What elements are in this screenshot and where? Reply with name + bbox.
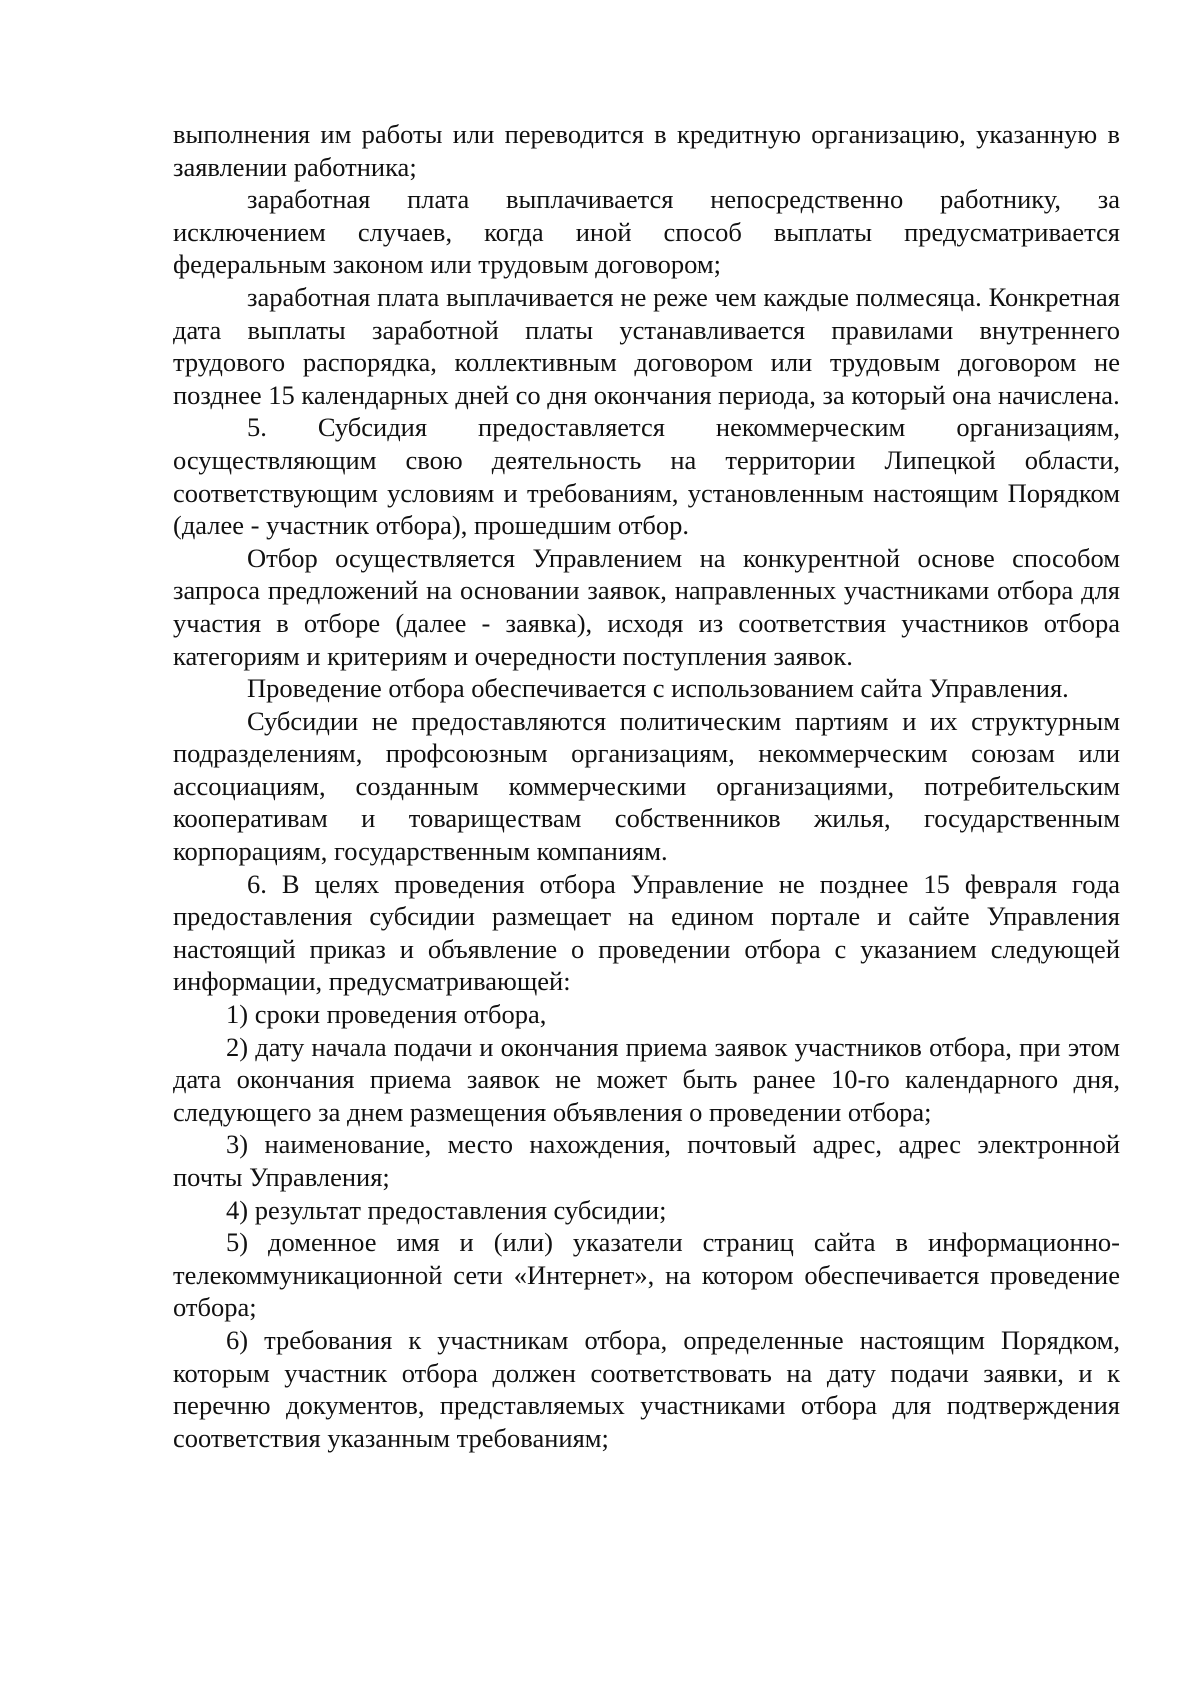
- paragraph-item-6: 6. В целях проведения отбора Управление не позднее 15 февраля года предоставления субсидии размещает на едином портале и сайте Управления настоящий приказ и объявление о проведении отбора с указанием следующей информации, предусматривающей:: [173, 868, 1120, 997]
- list-item-2: 2) дату начала подачи и окончания приема заявок участников отбора, при этом дата окончания приема заявок не может быть ранее 10-го календарного дня, следующего за днем размещения объявления о проведении отбора;: [173, 1031, 1120, 1127]
- document-body: [173, 118, 1120, 1454]
- paragraph-continuation: выполнения им работы или переводится в кредитную организацию, указанную в заявлении работника;: [173, 119, 1120, 182]
- list-item-4: 4) результат предоставления субсидии;: [226, 1194, 667, 1225]
- paragraph-salary-payment: заработная плата выплачивается непосредственно работнику, за исключением случаев, когда иной способ выплаты предусматривается федеральным законом или трудовым договором;: [173, 184, 1120, 280]
- paragraph-selection-site: Проведение отбора обеспечивается с использованием сайта Управления.: [247, 673, 1069, 704]
- list-item-1: 1) сроки проведения отбора,: [226, 999, 547, 1030]
- paragraph-subsidy-exclusions: Субсидии не предоставляются политическим партиям и их структурным подразделениям, профсоюзным организациям, некоммерческим союзам или ассоциациям, созданным коммерческими организациями, потребительским кооперативам и товариществам собственников жилья, государственным корпорациям, государственным компаниям.: [173, 705, 1120, 867]
- list-item-6: 6) требования к участникам отбора, определенные настоящим Порядком, которым участник отбора должен соответствовать на дату подачи заявки, и к перечню документов, представляемых участниками отбора для подтверждения соответствия указанным требованиям;: [173, 1324, 1120, 1453]
- list-item-5: 5) доменное имя и (или) указатели страниц сайта в информационно-телекоммуникационной сети «Интернет», на котором обеспечивается проведение отбора;: [173, 1227, 1120, 1323]
- paragraph-salary-frequency: заработная плата выплачивается не реже чем каждые полмесяца. Конкретная дата выплаты заработной платы устанавливается правилами внутреннего трудового распорядка, коллективным договором или трудовым договором не позднее 15 календарных дней со дня окончания периода, за который она начислена.: [173, 281, 1120, 410]
- paragraph-item-5: 5. Субсидия предоставляется некоммерческим организациям, осуществляющим свою деятельность на территории Липецкой области, соответствующим условиям и требованиям, установленным настоящим Порядком (далее - участник отбора), прошедшим отбор.: [173, 412, 1120, 541]
- paragraph-selection-method: Отбор осуществляется Управлением на конкурентной основе способом запроса предложений на основании заявок, направленных участниками отбора для участия в отборе (далее - заявка), исходя из соответствия участников отбора категориям и критериям и очередности поступления заявок.: [173, 542, 1120, 671]
- list-item-3: 3) наименование, место нахождения, почтовый адрес, адрес электронной почты Управления;: [173, 1129, 1120, 1192]
